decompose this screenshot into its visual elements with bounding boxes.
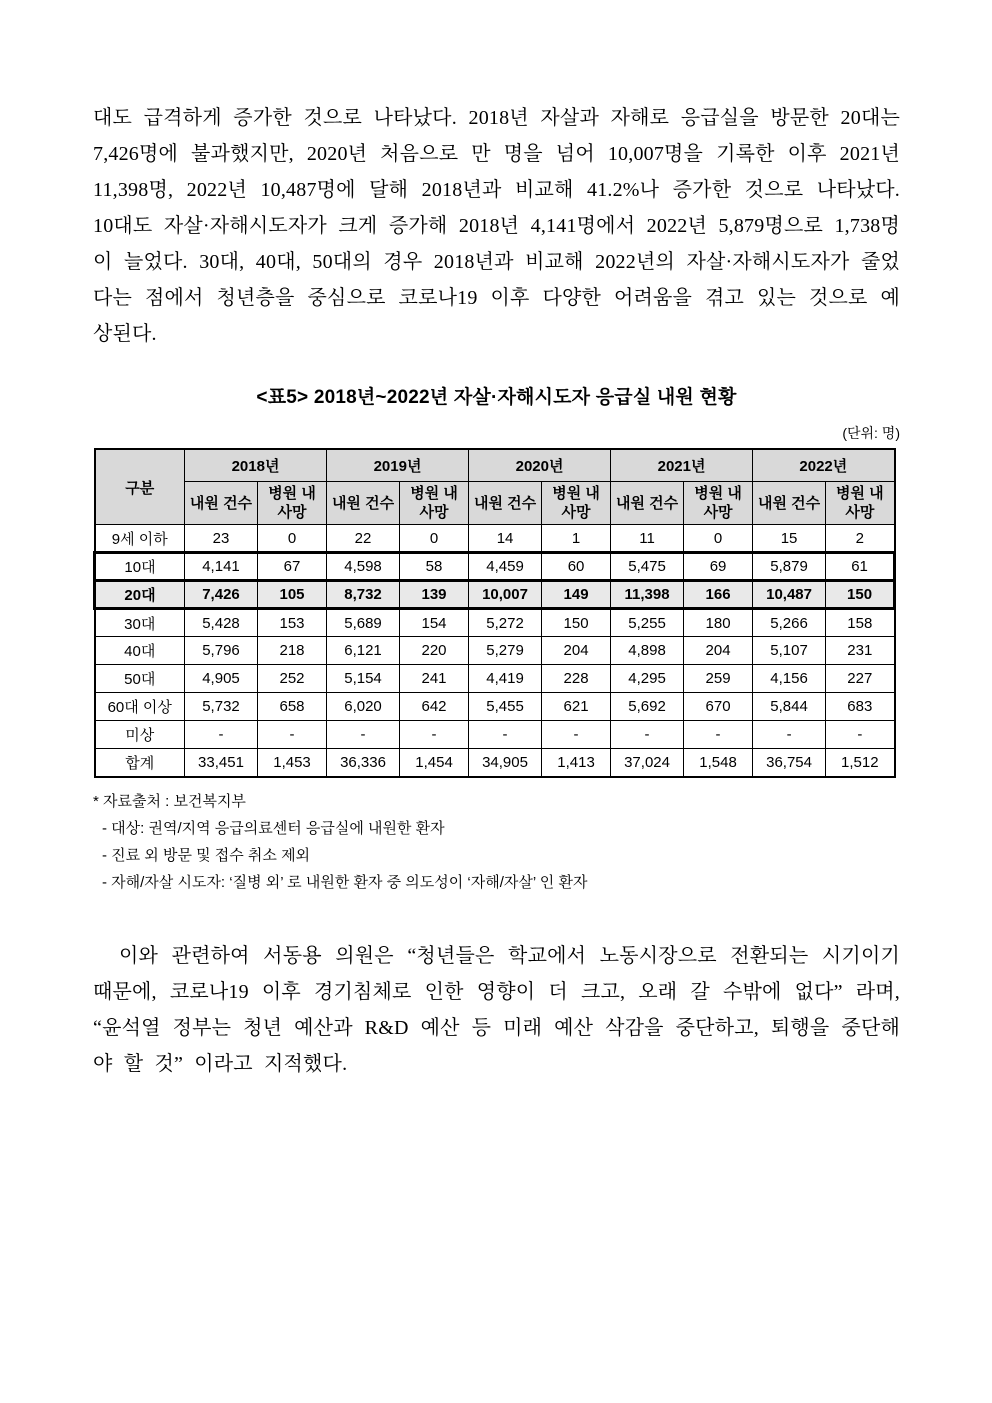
table-cell: 621 xyxy=(542,693,611,721)
table-cell: 33,451 xyxy=(185,749,258,777)
table-cell: 150 xyxy=(826,581,895,609)
year-header-2019: 2019년 xyxy=(327,449,469,482)
table-cell: 5,455 xyxy=(469,693,542,721)
row-label: 미상 xyxy=(95,721,185,749)
row-label: 10대 xyxy=(95,553,185,581)
table-cell: 37,024 xyxy=(611,749,684,777)
table-cell: 4,141 xyxy=(185,553,258,581)
table-cell: 5,692 xyxy=(611,693,684,721)
table-title: <표5> 2018년~2022년 자살·자해시도자 응급실 내원 현황 xyxy=(256,387,737,408)
table-cell: 11 xyxy=(611,525,684,553)
table-cell: - xyxy=(542,721,611,749)
table-cell: 670 xyxy=(684,693,753,721)
row-label: 30대 xyxy=(95,609,185,637)
table-cell: - xyxy=(400,721,469,749)
table-cell: 180 xyxy=(684,609,753,637)
row-label: 40대 xyxy=(95,637,185,665)
table-cell: 642 xyxy=(400,693,469,721)
table-cell: 60 xyxy=(542,553,611,581)
table-cell: 5,255 xyxy=(611,609,684,637)
table-cell: 149 xyxy=(542,581,611,609)
table-cell: 34,905 xyxy=(469,749,542,777)
table-cell: - xyxy=(826,721,895,749)
table-cell: 1 xyxy=(542,525,611,553)
table-cell: 5,428 xyxy=(185,609,258,637)
table-cell: 5,279 xyxy=(469,637,542,665)
table-row-50s xyxy=(95,665,895,693)
table-cell: 658 xyxy=(258,693,327,721)
table-cell: 105 xyxy=(258,581,327,609)
table-cell: 220 xyxy=(400,637,469,665)
table-cell: 2 xyxy=(826,525,895,553)
table-row-total xyxy=(95,749,895,777)
table-cell: 204 xyxy=(684,637,753,665)
subheader-deaths: 병원 내 사망 xyxy=(400,482,469,525)
table-cell: 204 xyxy=(542,637,611,665)
table-cell: 1,548 xyxy=(684,749,753,777)
subheader-deaths: 병원 내 사망 xyxy=(684,482,753,525)
table-row-unknown xyxy=(95,721,895,749)
table-cell: 683 xyxy=(826,693,895,721)
table-cell: 153 xyxy=(258,609,327,637)
table-cell: 6,121 xyxy=(327,637,400,665)
table-cell: 6,020 xyxy=(327,693,400,721)
table-cell: 1,512 xyxy=(826,749,895,777)
table-cell: 0 xyxy=(258,525,327,553)
table-cell: 58 xyxy=(400,553,469,581)
table-cell: - xyxy=(753,721,826,749)
table-cell: 4,419 xyxy=(469,665,542,693)
table-header-row-years xyxy=(95,449,895,482)
row-label: 9세 이하 xyxy=(95,525,185,553)
table-row-60plus xyxy=(95,693,895,721)
table-cell: 14 xyxy=(469,525,542,553)
table-cell: 154 xyxy=(400,609,469,637)
table-cell: 4,295 xyxy=(611,665,684,693)
table-cell: 5,475 xyxy=(611,553,684,581)
table-cell: 252 xyxy=(258,665,327,693)
table-cell: - xyxy=(258,721,327,749)
footnote-exclusion: - 진료 외 방문 및 접수 취소 제외 xyxy=(102,846,311,864)
table-cell: - xyxy=(684,721,753,749)
table-cell: 241 xyxy=(400,665,469,693)
table-cell: 4,156 xyxy=(753,665,826,693)
table-cell: 5,844 xyxy=(753,693,826,721)
table-cell: 22 xyxy=(327,525,400,553)
row-label: 60대 이상 xyxy=(95,693,185,721)
year-header-2018: 2018년 xyxy=(185,449,327,482)
corner-header: 구분 xyxy=(95,449,185,525)
table-header-row-metrics xyxy=(95,482,895,525)
subheader-visits: 내원 건수 xyxy=(469,482,542,525)
subheader-visits: 내원 건수 xyxy=(185,482,258,525)
er-visits-table xyxy=(93,448,896,778)
table-cell: 139 xyxy=(400,581,469,609)
subheader-deaths: 병원 내 사망 xyxy=(258,482,327,525)
table-cell: 1,413 xyxy=(542,749,611,777)
table-cell: 5,266 xyxy=(753,609,826,637)
table-row-10s xyxy=(95,553,895,581)
table-cell: - xyxy=(185,721,258,749)
table-cell: 23 xyxy=(185,525,258,553)
row-label: 50대 xyxy=(95,665,185,693)
table-cell: 166 xyxy=(684,581,753,609)
top-paragraph: 대도 급격하게 증가한 것으로 나타났다. 2018년 자살과 자해로 응급실을 방문한 20대는 7,426명에 불과했지만, 2020년 처음으로 만 명을 넘어 10,007명을 기록한 이후 2021년 11,398명, 2022년 10,487명에 달해 2018년과 비교해 41.2%나 증가한 것으로 나타났다. 10대도 자살·자해시도자가 크게 증가해 2018년 4,141명에서 2022년 5,879명으로 1,738명이 늘었다. 30대, 40대, 50대의 경우 2018년과 비교해 2022년의 자살·자해시도자가 줄었다는 점에서 청년층을 중심으로 코로나19 이후 다양한 어려움을 겪고 있는 것으로 예상된다. xyxy=(93,107,900,345)
footnote-definition: - 자해/자살 시도자: ‘질병 외’ 로 내원한 환자 중 의도성이 ‘자해/자살’ 인 환자 xyxy=(102,873,588,891)
table-cell: 7,426 xyxy=(185,581,258,609)
row-label: 합계 xyxy=(95,749,185,777)
table-cell: - xyxy=(469,721,542,749)
table-cell: 4,905 xyxy=(185,665,258,693)
table-cell: 15 xyxy=(753,525,826,553)
table-cell: 8,732 xyxy=(327,581,400,609)
table-cell: 5,689 xyxy=(327,609,400,637)
year-header-2021: 2021년 xyxy=(611,449,753,482)
table-cell: 10,007 xyxy=(469,581,542,609)
table-cell: 5,732 xyxy=(185,693,258,721)
footnotes xyxy=(93,788,900,896)
table-row-20s xyxy=(95,581,895,609)
table-cell: 4,459 xyxy=(469,553,542,581)
table-cell: 158 xyxy=(826,609,895,637)
table-cell: 4,898 xyxy=(611,637,684,665)
table-cell: 36,754 xyxy=(753,749,826,777)
table-cell: 10,487 xyxy=(753,581,826,609)
footnote-target: - 대상: 권역/지역 응급의료센터 응급실에 내원한 환자 xyxy=(102,819,445,837)
table-cell: 67 xyxy=(258,553,327,581)
table-cell: 228 xyxy=(542,665,611,693)
table-cell: 5,272 xyxy=(469,609,542,637)
table-cell: 150 xyxy=(542,609,611,637)
table-cell: 231 xyxy=(826,637,895,665)
year-header-2020: 2020년 xyxy=(469,449,611,482)
table-row-under9 xyxy=(95,525,895,553)
footnote-source: * 자료출처 : 보건복지부 xyxy=(93,792,246,810)
table-cell: 227 xyxy=(826,665,895,693)
unit-label: (단위: 명) xyxy=(842,425,900,441)
table-cell: 218 xyxy=(258,637,327,665)
table-cell: 36,336 xyxy=(327,749,400,777)
table-cell: 0 xyxy=(684,525,753,553)
subheader-visits: 내원 건수 xyxy=(611,482,684,525)
table-cell: 259 xyxy=(684,665,753,693)
table-cell: 0 xyxy=(400,525,469,553)
subheader-deaths: 병원 내 사망 xyxy=(826,482,895,525)
table-cell: 4,598 xyxy=(327,553,400,581)
table-cell: 11,398 xyxy=(611,581,684,609)
table-cell: 69 xyxy=(684,553,753,581)
table-cell: 61 xyxy=(826,553,895,581)
bottom-paragraph: 이와 관련하여 서동용 의원은 “청년들은 학교에서 노동시장으로 전환되는 시기이기 때문에, 코로나19 이후 경기침체로 인한 영향이 더 크고, 오래 갈 수밖에 없다” 라며, “윤석열 정부는 청년 예산과 R&D 예산 등 미래 예산 삭감을 중단하고, 퇴행을 중단해야 할 것” 이라고 지적했다. xyxy=(93,944,900,1075)
table-cell: 5,107 xyxy=(753,637,826,665)
table-cell: - xyxy=(327,721,400,749)
year-header-2022: 2022년 xyxy=(753,449,895,482)
table-cell: 5,879 xyxy=(753,553,826,581)
table-cell: 1,454 xyxy=(400,749,469,777)
row-label: 20대 xyxy=(95,581,185,609)
subheader-deaths: 병원 내 사망 xyxy=(542,482,611,525)
table-row-40s xyxy=(95,637,895,665)
table-cell: - xyxy=(611,721,684,749)
table-cell: 1,453 xyxy=(258,749,327,777)
subheader-visits: 내원 건수 xyxy=(753,482,826,525)
table-cell: 5,154 xyxy=(327,665,400,693)
table-row-30s xyxy=(95,609,895,637)
table-cell: 5,796 xyxy=(185,637,258,665)
subheader-visits: 내원 건수 xyxy=(327,482,400,525)
